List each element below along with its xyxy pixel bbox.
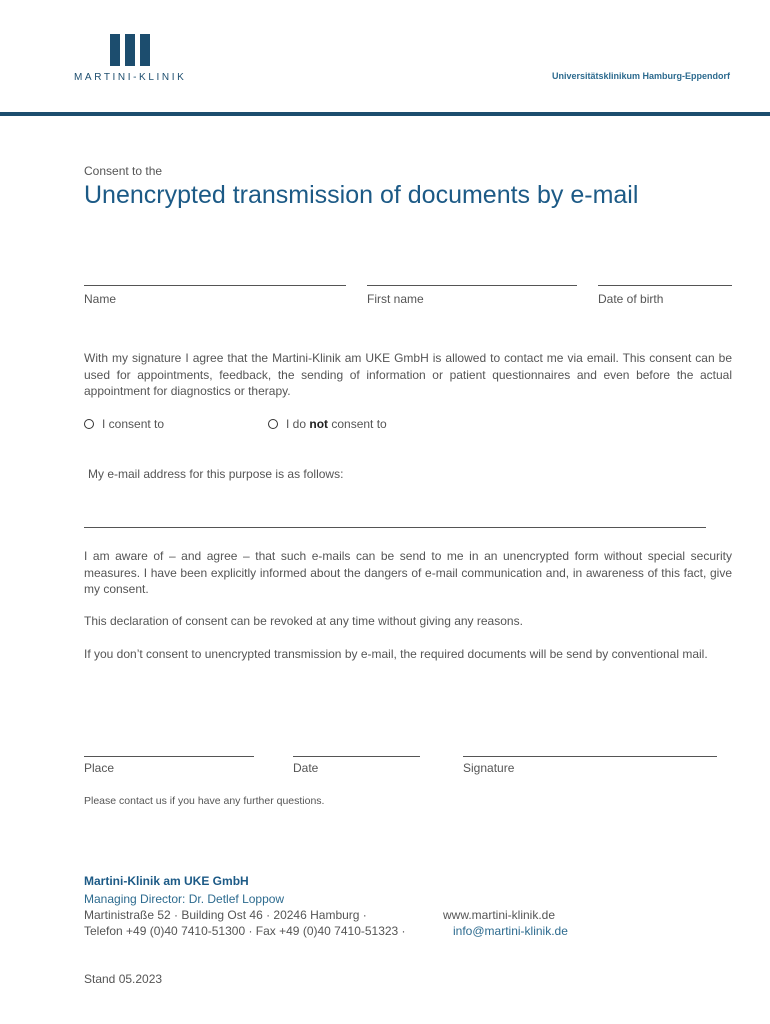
first-name-blank[interactable] (367, 285, 577, 286)
no-consent-note: If you don’t consent to unencrypted transmission by e-mail, the required documents will be send by conventional mail. (84, 647, 708, 661)
footer-address: Martinistraße 52 · Building Ost 46 · 20246 Hamburg · (84, 908, 367, 922)
no-consent-bold: not (309, 417, 329, 431)
revocation-paragraph: This declaration of consent can be revoked at any time without giving any reasons. (84, 614, 523, 628)
place-blank[interactable] (84, 756, 254, 757)
footer-website[interactable]: www.martini-klinik.de (443, 908, 556, 922)
first-name-label: First name (367, 292, 424, 306)
no-consent-suffix: consent to (331, 417, 387, 431)
pre-title: Consent to the (84, 164, 163, 178)
email-label: My e-mail address for this purpose is as follows: (88, 467, 344, 481)
date-of-birth-blank[interactable] (598, 285, 732, 286)
place-label: Place (84, 761, 115, 775)
logo-bar (125, 34, 135, 66)
university-name: Universitätsklinikum Hamburg-Eppendorf (551, 71, 730, 81)
name-blank[interactable] (84, 285, 346, 286)
date-label: Date (293, 761, 319, 775)
footer-email-link[interactable]: info@martini-klinik.de (453, 924, 568, 938)
page-title: Unencrypted transmission of documents by e-mail (84, 181, 639, 209)
header-divider (0, 112, 770, 116)
clinic-logo-text: MARTINI-KLINIK (74, 72, 187, 83)
no-consent-option[interactable] (268, 417, 387, 431)
radio-circle-icon[interactable] (268, 419, 278, 429)
date-of-birth-label: Date of birth (598, 292, 664, 306)
document-version: Stand 05.2023 (84, 972, 163, 986)
logo-bar (110, 34, 120, 66)
intro-paragraph: With my signature I agree that the Martini-Klinik am UKE GmbH is allowed to contact me via email. This consent can be used for appointments, feedback, the sending of information or patient questionnaires and even before the actual appointment for diagnostics or therapy. (84, 351, 732, 398)
contact-note: Please contact us if you have any further questions. (84, 795, 325, 807)
consent-option[interactable] (84, 417, 164, 431)
logo-bar (140, 34, 150, 66)
name-label: Name (84, 292, 117, 306)
radio-circle-icon[interactable] (84, 419, 94, 429)
email-blank[interactable] (84, 527, 706, 528)
consent-option-label: I consent to (102, 417, 165, 431)
footer-director: Managing Director: Dr. Detlef Loppow (84, 892, 285, 906)
footer-company: Martini-Klinik am UKE GmbH (84, 874, 249, 888)
date-blank[interactable] (293, 756, 420, 757)
clinic-logo-mark (110, 34, 152, 66)
no-consent-prefix: I do (286, 417, 307, 431)
signature-blank[interactable] (463, 756, 717, 757)
footer-phone-fax: Telefon +49 (0)40 7410-51300 · Fax +49 (0)40 7410-51323 · (84, 924, 406, 938)
signature-label: Signature (463, 761, 515, 775)
awareness-paragraph: I am aware of – and agree – that such e-mails can be send to me in an unencrypted form without special security measures. I have been explicitly informed about the dangers of e-mail communication and, in awareness of this fact, give my consent. (84, 549, 732, 596)
